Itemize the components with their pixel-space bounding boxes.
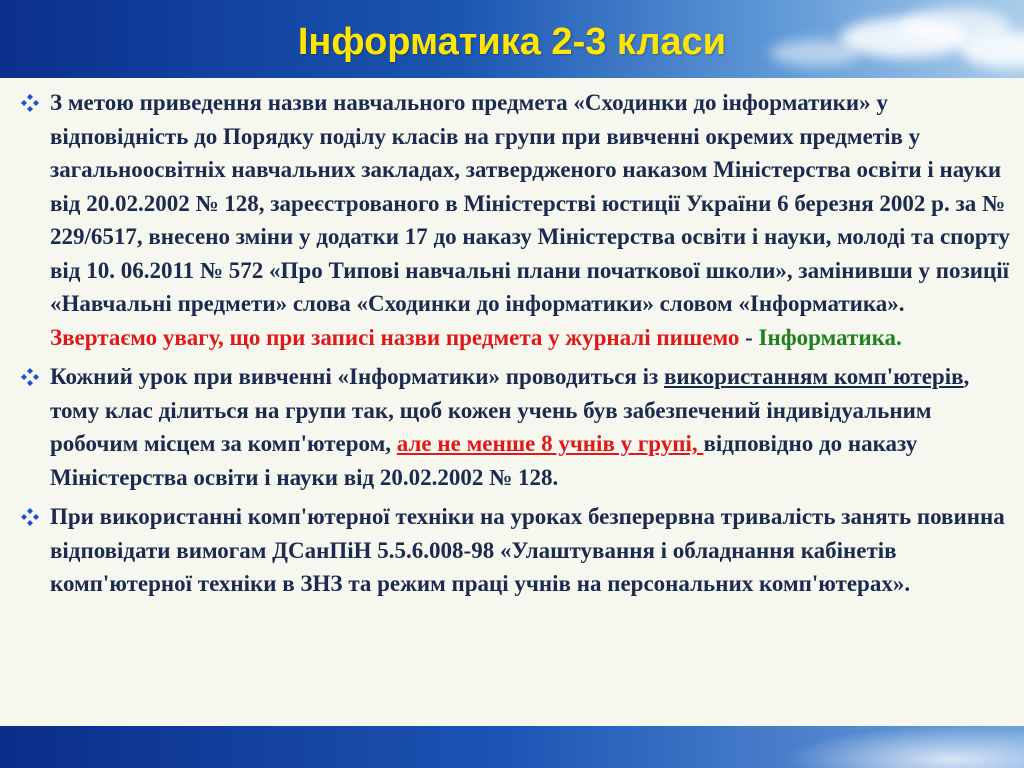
footer-glow (784, 726, 1024, 768)
notice-red-text: Звертаємо увагу, що при записі назви предмета у журналі пишемо (50, 324, 740, 350)
slide-title: Інформатика 2-3 класи (297, 21, 727, 63)
bullet-item (20, 86, 1010, 354)
bullet-text: , тому клас ділиться на групи так, щоб кожен учень був забезпечений індивідуальним робочим місцем за комп'ютером, (50, 364, 970, 456)
bullet-item (20, 500, 1010, 601)
dash-text: - (739, 324, 759, 350)
underlined-text: використанням комп'ютерів (664, 364, 964, 389)
diamond-bullet-icon (20, 507, 40, 527)
diamond-bullet-icon (20, 93, 40, 113)
slide-content (20, 86, 1010, 601)
red-underlined-text: але не менше 8 учнів у групі, (396, 431, 704, 456)
bullet-item (20, 360, 1010, 494)
bullet-text: Кожний урок при вивченні «Інформатики» проводиться із (50, 364, 665, 389)
bullet-text: При використанні комп'ютерної техніки на уроках безперервна тривалість занять повинна відповідати вимогам ДСанПіН 5.5.6.008-98 «Улаштування і обладнання кабінетів комп'ютерної техніки в ЗНЗ та режим праці учнів на персональних комп'ютерах». (50, 504, 1005, 596)
bullet-text: відповідно до наказу Міністерства освіти і науки від 20.02.2002 № 128. (50, 431, 918, 490)
diamond-bullet-icon (20, 367, 40, 387)
bullet-text: З метою приведення назви навчального предмета «Сходинки до інформатики» у відповідність до Порядку поділу класів на групи при вивченні окремих предметів у загальноосвітніх навчальних закладах, затвердженого наказом Міністерства освіти і науки від 20.02.2002 № 128, зареєстрованого в Міністерстві юстиції України 6 березня 2002 р. за № 229/6517, внесено зміни у додатки 17 до наказу Міністерства освіти і науки, молоді та спорту від 10. 06.2011 № 572 «Про Типові навчальні плани початкової школи», замінивши у позиції «Навчальні предмети» слова «Сходинки до інформатики» словом «Інформатика». (50, 90, 1010, 316)
slide-header (0, 0, 1024, 78)
slide-footer (0, 726, 1024, 768)
subject-name-green: Інформатика. (758, 324, 902, 350)
